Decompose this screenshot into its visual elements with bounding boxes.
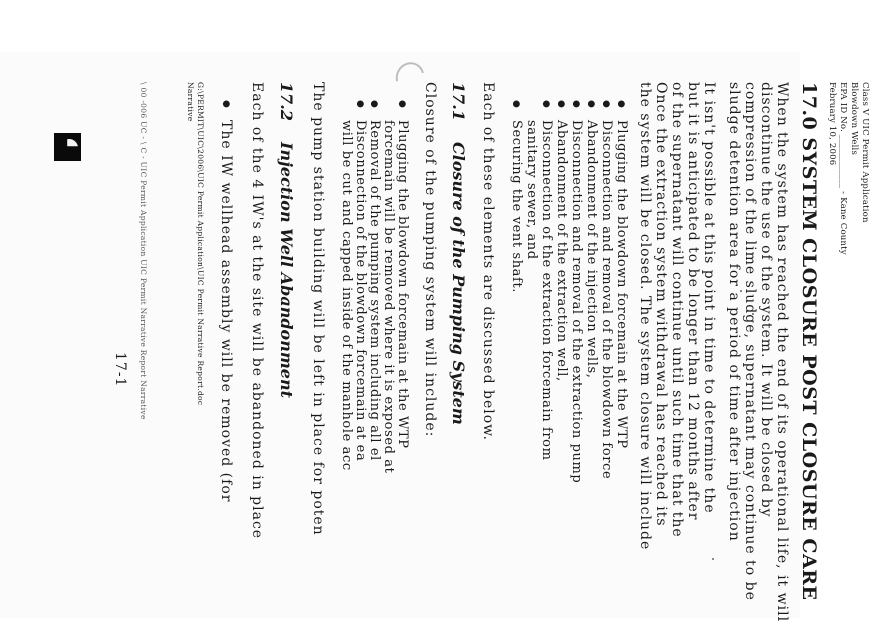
list-item-continued: sanitary sewer, and: [524, 120, 539, 260]
punch-hole: [54, 133, 81, 161]
paragraph-line: compression of the lime sludge, supernatant may continue to be: [742, 82, 758, 601]
header-line: Class V UIC Permit Application: [860, 82, 870, 223]
subsection-title: Closure of the Pumping System: [449, 142, 468, 425]
subsection-title: Injection Well Abandonment: [277, 142, 296, 398]
list-item-continued: forcemain will be removed where it is exposed at: [381, 120, 396, 474]
list-item: ● Abandonment of the extraction well,: [554, 120, 569, 382]
subsection-heading: [277, 82, 296, 398]
paragraph-line: of the supernatant will continue until such time that the: [669, 82, 685, 538]
list-item: ● Disconnection of the extraction forcemain from: [539, 120, 554, 461]
paragraph-line: but it is anticipated to be longer than 12 months after: [685, 82, 701, 521]
section-title: 17.0 SYSTEM CLOSURE POST CLOSURE CARE: [798, 82, 820, 601]
list-item-continued: will be cut and capped inside of the manhole acc: [339, 120, 354, 471]
footer-path: Narrative: [186, 82, 195, 122]
footer-faded-text: \ 00 -006 UC - \ C - UIC Permit Application UIC Permit Narrative Report Narrative: [139, 82, 148, 420]
rotated-document-page: [110, 82, 870, 642]
subsection-heading: [449, 82, 468, 425]
list-item: ● Disconnection and removal of the blowdown force: [599, 120, 614, 479]
list-item: ● Removal of the pumping system including all el: [367, 120, 382, 461]
list-item: ● Plugging the blowdown forcemain at the WTP: [614, 120, 629, 449]
subsection-number: 17.1: [449, 82, 468, 121]
footer-path: G:\PERMIT\UIC\2006\UIC Permit Application\UIC Permit Narrative Report.doc: [196, 82, 205, 406]
list-item: ● Abandonment of the injection wells,: [584, 120, 599, 379]
paragraph-line: sludge detention area for a period of time after injection: [726, 82, 742, 542]
list-item: ● Disconnection and removal of the extraction pump: [569, 120, 584, 483]
paragraph-line: Closure of the pumping system will include:: [422, 82, 438, 438]
paragraph-line: discontinue the use of the system. It will be closed by: [758, 82, 774, 518]
list-item: ● The IW wellhead assembly will be removed (for: [218, 120, 234, 502]
list-item: ● Disconnection of the blowdown forcemain at ea: [353, 120, 368, 461]
list-item: ● Plugging the blowdown forcemain at the WTP: [395, 120, 410, 449]
header-line: February 10, 2006: [827, 82, 837, 166]
paragraph-line: It isn't possible at this point in time to determine the: [701, 82, 717, 514]
paragraph-line: the system will be closed. The system closure will include: [637, 82, 653, 551]
page-number: 17-1: [112, 352, 128, 388]
paragraph-line: Each of the 4 IW's at the site will be abandoned in place: [249, 82, 265, 540]
header-line: Blowdown Wells: [849, 82, 859, 156]
subsection-number: 17.2: [277, 82, 296, 121]
paragraph-line: The pump station building will be left in place for poten: [310, 82, 326, 536]
paragraph-line: Each of these elements are discussed below.: [480, 82, 496, 441]
paragraph-line: When the system has reached the end of its operational life, it will: [774, 82, 790, 623]
paragraph-line: Once the extraction system withdrawal has reached its: [653, 82, 669, 527]
header-line: EPA ID No. ____________ - Kane County: [838, 82, 848, 255]
list-item: ● Securing the vent shaft.: [509, 120, 524, 293]
